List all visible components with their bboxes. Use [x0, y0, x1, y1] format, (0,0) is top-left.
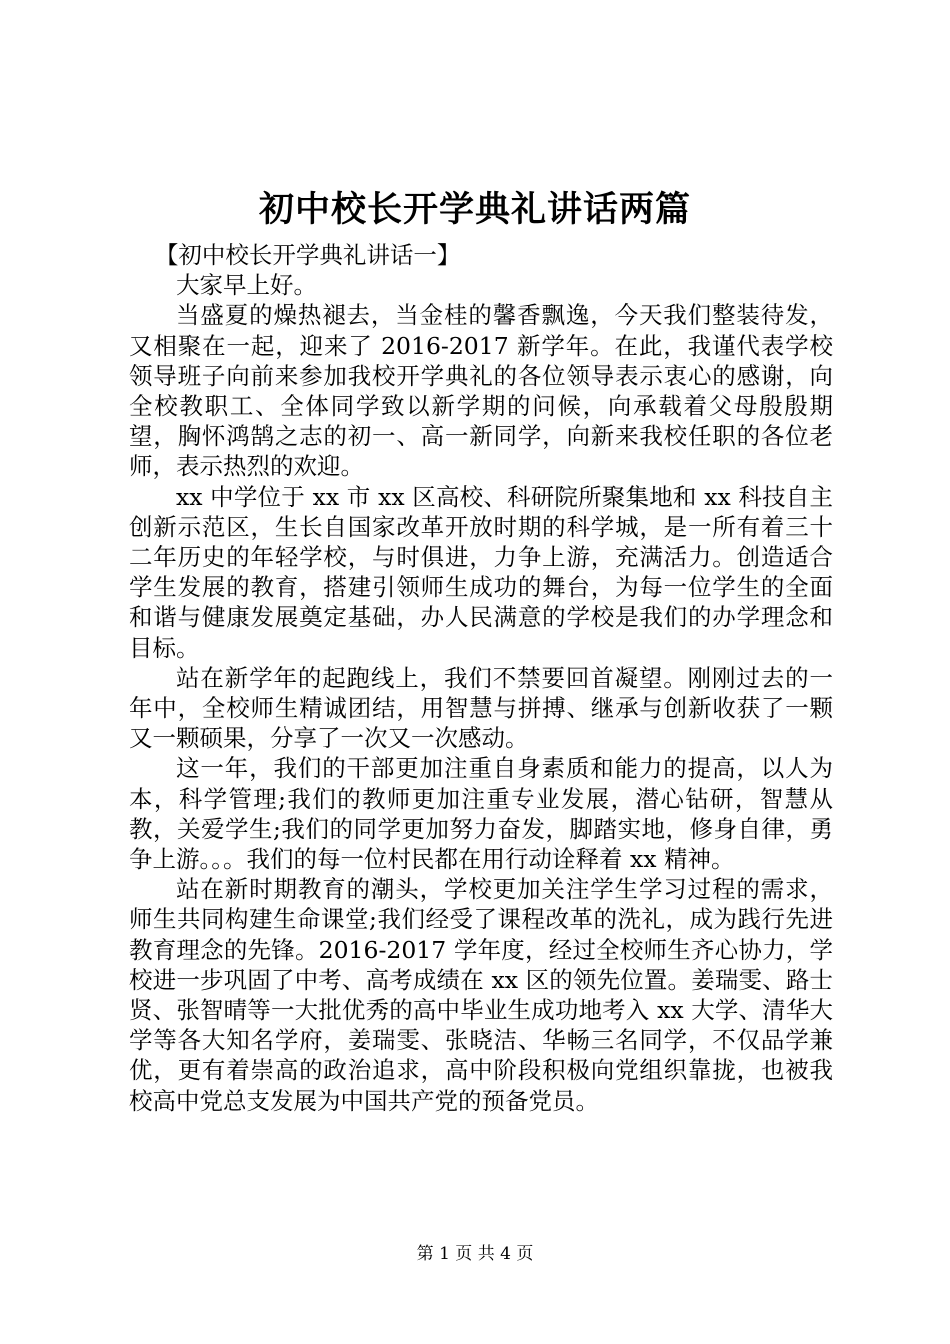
paragraph: 站在新学年的起跑线上，我们不禁要回首凝望。刚刚过去的一年中，全校师生精诚团结，用智慧与拼搏、继承与创新收获了一颗又一颗硕果，分享了一次又一次感动。 — [129, 663, 833, 753]
paragraph: 当盛夏的燥热褪去，当金桂的馨香飘逸，今天我们整装待发，又相聚在一起，迎来了 2016-2017 新学年。在此，我谨代表学校领导班子向前来参加我校开学典礼的各位领导表示衷心的感谢，向全校教职工、全体同学致以新学期的问候，向承载着父母殷殷期望，胸怀鸿鹄之志的初一、高一新同学，向新来我校任职的各位老师，表示热烈的欢迎。 — [129, 301, 833, 481]
section-heading: 【初中校长开学典礼讲话一】 — [154, 241, 461, 269]
paragraph: 站在新时期教育的潮头，学校更加关注学生学习过程的需求，师生共同构建生命课堂;我们经受了课程改革的洗礼，成为践行先进教育理念的先锋。2016-2017 学年度，经过全校师生齐心协力，学校进一步巩固了中考、高考成绩在 xx 区的领先位置。姜瑞雯、路士贤、张智晴等一大批优秀的高中毕业生成功地考入 xx 大学、清华大学等各大知名学府，姜瑞雯、张晓洁、华畅三名同学，不仅品学兼优，更有着崇高的政治追求，高中阶段积极向党组织靠拢，也被我校高中党总支发展为中国共产党的预备党员。 — [129, 875, 833, 1115]
paragraph-greeting: 大家早上好。 — [176, 271, 317, 300]
paragraph: xx 中学位于 xx 市 xx 区高校、科研院所聚集地和 xx 科技自主创新示范区，生长自国家改革开放时期的科学城，是一所有着三十二年历史的年轻学校，与时俱进，力争上游，充满活力。创造适合学生发展的教育，搭建引领师生成功的舞台，为每一位学生的全面和谐与健康发展奠定基础，办人民满意的学校是我们的办学理念和目标。 — [129, 482, 833, 662]
document-title: 初中校长开学典礼讲话两篇 — [258, 189, 691, 230]
page-footer: 第 1 页 共 4 页 — [416, 1244, 534, 1264]
document-body — [129, 240, 833, 1116]
paragraph: 这一年，我们的干部更加注重自身素质和能力的提高，以人为本，科学管理;我们的教师更加注重专业发展，潜心钻研，智慧从教，关爱学生;我们的同学更加努力奋发，脚踏实地，修身自律，勇争上游。。。我们的每一位村民都在用行动诠释着 xx 精神。 — [129, 754, 833, 874]
